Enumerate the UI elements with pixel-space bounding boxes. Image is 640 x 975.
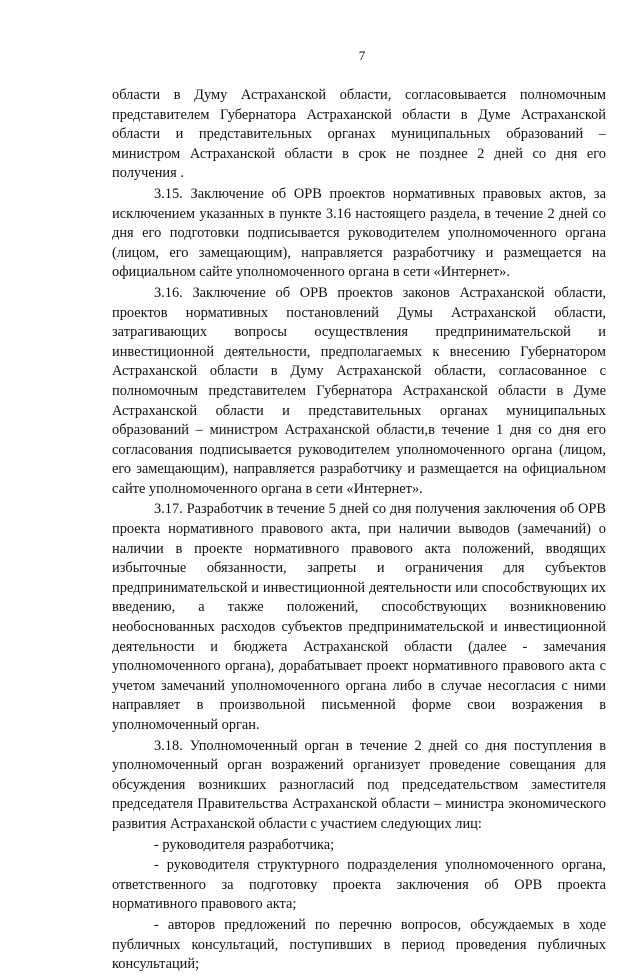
- paragraph-3-15: 3.15. Заключение об ОРВ проектов нормативных правовых актов, за исключением указанных в пункте 3.16 настоящего раздела, в течение 2 дней со дня его подготовки подписывается руководителем уполномоченного органа (лицом, его замещающим), направляется разработчику и размещается на официальном сайте уполномоченного органа в сети «Интернет».: [112, 185, 606, 281]
- list-item-department-head: - руководителя структурного подразделения уполномоченного органа, ответственного за подготовку проекта заключения об ОРВ проекта нормативного правового акта;: [112, 857, 606, 913]
- paragraph-continuation: области в Думу Астраханской области, согласовывается полномочным представителем Губернатора Астраханской области в Думе Астраханской области и представительных органах муниципальных образований – министром Астраханской области в срок не позднее 2 дней со дня его получения .: [112, 87, 606, 182]
- paragraph-3-17: 3.17. Разработчик в течение 5 дней со дня получения заключения об ОРВ проекта нормативного правового акта, при наличии выводов (замечаний) о наличии в проекте нормативного правового акта положений, вводящих избыточные обязанности, запреты и ограничения для субъектов предпринимательской и инвестиционной деятельности или способствующих их введению, а также положений, способствующих возникновению необоснованных расходов субъектов предпринимательской и инвестиционной деятельности и бюджета Астраханской области (далее - замечания уполномоченного органа), дорабатывает проект нормативного правового акта с учетом замечаний уполномоченного органа либо в случае несогласия с ними направляет в произвольной письменной форме свои возражения в уполномоченный орган.: [112, 501, 606, 733]
- paragraph-3-16: 3.16. Заключение об ОРВ проектов законов Астраханской области, проектов нормативных постановлений Думы Астраханской области, затрагивающих вопросы осуществления предпринимательской и инвестиционной деятельности, предполагаемых к внесению Губернатором Астраханской области в Думу Астраханской области, согласованное с полномочным представителем Губернатора Астраханской области в Думе Астраханской области и представительных органах муниципальных образований – министром Астраханской области,в течение 1 дня со дня его согласования подписывается руководителем уполномоченного органа (лицом, его замещающим), направляется разработчику и размещается на официальном сайте уполномоченного органа в сети «Интернет».: [112, 284, 606, 497]
- list-item-developer-head: - руководителя разработчика;: [154, 836, 335, 853]
- page-number: 7: [358, 48, 366, 63]
- list-item-proposal-authors: - авторов предложений по перечню вопросов, обсуждаемых в ходе публичных консультаций, поступивших в период проведения публичных консультаций;: [112, 916, 606, 973]
- paragraph-3-18: 3.18. Уполномоченный орган в течение 2 дней со дня поступления в уполномоченный орган возражений организует проведение совещания для обсуждения возникших разногласий под председательством заместителя председателя Правительства Астраханской области – министра экономического развития Астраханской области с участием следующих лиц:: [112, 737, 606, 832]
